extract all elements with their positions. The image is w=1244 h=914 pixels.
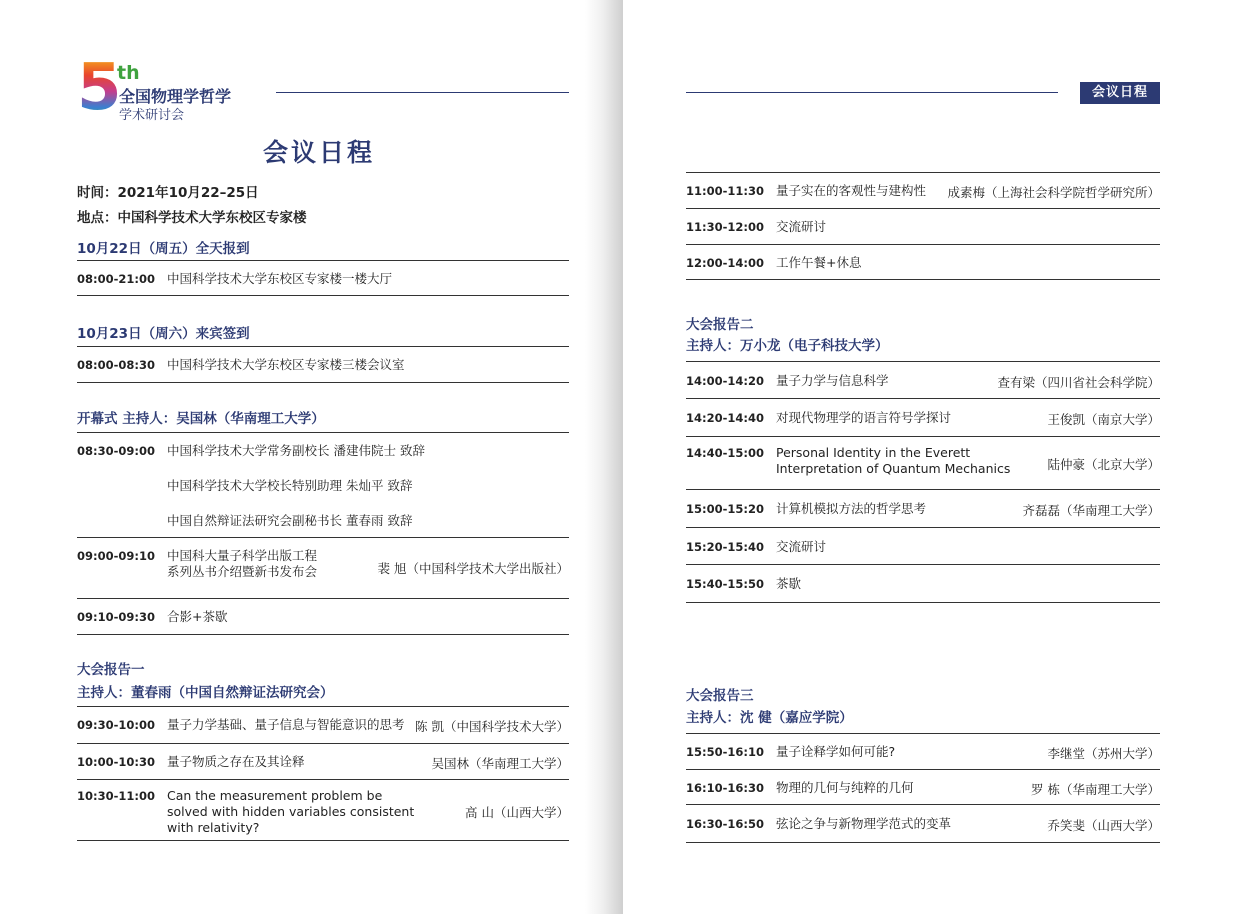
section-heading-day1: 10月22日（周五）全天报到 bbox=[77, 241, 250, 257]
table-row bbox=[77, 599, 569, 635]
row-title: 物理的几何与纯粹的几何 bbox=[776, 780, 914, 795]
row-title: Personal Identity in the Everett Interpretation of Quantum Mechanics bbox=[776, 445, 1011, 476]
row-time: 15:00-15:20 bbox=[686, 502, 764, 516]
row-title: 计算机模拟方法的哲学思考 bbox=[776, 501, 927, 516]
logo-name-line1: 全国物理学哲学 bbox=[119, 87, 232, 106]
row-title: 对现代物理学的语言符号学探讨 bbox=[776, 410, 952, 425]
row-speaker: 乔笑斐（山西大学） bbox=[1047, 818, 1160, 833]
table-row bbox=[686, 490, 1160, 528]
row-speaker: 高 山（山西大学） bbox=[465, 805, 569, 820]
meta-place: 地点：中国科学技术大学东校区专家楼 bbox=[77, 210, 307, 226]
row-time: 16:10-16:30 bbox=[686, 781, 764, 795]
row-title: 茶歇 bbox=[776, 576, 802, 591]
row-title: 工作午餐+休息 bbox=[776, 255, 862, 270]
page-tag: 会议日程 bbox=[1080, 82, 1160, 104]
table-row bbox=[686, 399, 1160, 437]
row-speaker: 齐磊磊（华南理工大学） bbox=[1022, 503, 1160, 518]
table-row bbox=[77, 503, 569, 538]
table-row bbox=[686, 734, 1160, 770]
page-title: 会议日程 bbox=[263, 138, 376, 167]
section-host-report2: 主持人：万小龙（电子科技大学） bbox=[686, 338, 889, 354]
row-speaker: 裴 旭（中国科学技术大学出版社） bbox=[377, 561, 569, 576]
row-title: 量子实在的客观性与建构性 bbox=[776, 183, 927, 198]
table-row bbox=[686, 245, 1160, 280]
row-time: 11:30-12:00 bbox=[686, 220, 764, 234]
row-time: 10:30-11:00 bbox=[77, 789, 155, 803]
row-speaker: 王俊凯（南京大学） bbox=[1047, 412, 1160, 427]
table-row bbox=[686, 437, 1160, 490]
row-time: 08:30-09:00 bbox=[77, 444, 155, 458]
row-title: 交流研讨 bbox=[776, 219, 827, 234]
schedule-table-day1 bbox=[77, 260, 569, 296]
header-rule bbox=[276, 92, 569, 93]
table-row bbox=[77, 744, 569, 780]
row-time: 11:00-11:30 bbox=[686, 184, 764, 198]
row-speaker: 陆仲豪（北京大学） bbox=[1047, 457, 1160, 472]
right-page bbox=[623, 0, 1244, 914]
row-speaker: 吴国林（华南理工大学） bbox=[431, 756, 569, 771]
row-title: 量子力学基础、量子信息与智能意识的思考 bbox=[167, 717, 405, 732]
row-title: 中国自然辩证法研究会副秘书长 董春雨 致辞 bbox=[167, 513, 413, 528]
section-heading-report2: 大会报告二 bbox=[686, 317, 754, 333]
row-title: 中国科学技术大学东校区专家楼三楼会议室 bbox=[167, 357, 405, 372]
table-row bbox=[77, 433, 569, 468]
table-row bbox=[686, 173, 1160, 209]
table-row bbox=[77, 468, 569, 503]
row-title: 中国科学技术大学常务副校长 潘建伟院士 致辞 bbox=[167, 443, 425, 458]
row-time: 14:40-15:00 bbox=[686, 446, 764, 460]
row-title: Can the measurement problem be solved with hidden variables consistent with relativity? bbox=[167, 788, 415, 835]
row-title: 中国科大量子科学出版工程 系列丛书介绍暨新书发布会 bbox=[167, 548, 318, 579]
row-speaker: 查有梁（四川省社会科学院） bbox=[997, 375, 1160, 390]
row-time: 08:00-21:00 bbox=[77, 272, 155, 286]
row-time: 15:40-15:50 bbox=[686, 577, 764, 591]
row-speaker: 李继堂（苏州大学） bbox=[1047, 746, 1160, 761]
table-row bbox=[77, 780, 569, 841]
row-title: 量子力学与信息科学 bbox=[776, 373, 889, 388]
section-heading-report1: 大会报告一 bbox=[77, 662, 145, 678]
row-speaker: 成素梅（上海社会科学院哲学研究所） bbox=[947, 185, 1160, 200]
row-time: 15:50-16:10 bbox=[686, 745, 764, 759]
row-title: 中国科学技术大学东校区专家楼一楼大厅 bbox=[167, 271, 393, 286]
row-time: 14:20-14:40 bbox=[686, 411, 764, 425]
schedule-table-continued bbox=[686, 172, 1160, 280]
row-time: 10:00-10:30 bbox=[77, 755, 155, 769]
table-row bbox=[686, 362, 1160, 399]
row-time: 15:20-15:40 bbox=[686, 540, 764, 554]
schedule-table-day2 bbox=[77, 346, 569, 383]
logo-name-line2: 学术研讨会 bbox=[119, 108, 185, 123]
section-host-report1: 主持人：董春雨（中国自然辩证法研究会） bbox=[77, 685, 334, 701]
table-row bbox=[686, 770, 1160, 805]
table-row bbox=[686, 209, 1160, 245]
row-speaker: 罗 栋（华南理工大学） bbox=[1031, 782, 1160, 797]
table-row bbox=[77, 538, 569, 599]
row-speaker: 陈 凯（中国科学技术大学） bbox=[415, 719, 569, 734]
row-time: 09:00-09:10 bbox=[77, 549, 155, 563]
schedule-table-report1 bbox=[77, 706, 569, 841]
row-time: 14:00-14:20 bbox=[686, 374, 764, 388]
row-time: 12:00-14:00 bbox=[686, 256, 764, 270]
schedule-table-report3 bbox=[686, 733, 1160, 843]
schedule-table-opening bbox=[77, 432, 569, 635]
row-title: 量子诠释学如何可能? bbox=[776, 744, 896, 759]
table-row bbox=[686, 805, 1160, 843]
section-heading-opening: 开幕式 主持人：吴国林（华南理工大学） bbox=[77, 411, 325, 427]
table-row bbox=[686, 528, 1160, 565]
section-host-report3: 主持人：沈 健（嘉应学院） bbox=[686, 710, 853, 726]
row-title: 交流研讨 bbox=[776, 539, 827, 554]
table-row bbox=[77, 347, 569, 383]
conference-logo bbox=[77, 51, 267, 126]
page-gutter-shadow bbox=[585, 0, 623, 914]
row-time: 16:30-16:50 bbox=[686, 817, 764, 831]
row-title: 合影+茶歇 bbox=[167, 609, 228, 624]
row-title: 量子物质之存在及其诠释 bbox=[167, 754, 305, 769]
schedule-table-report2 bbox=[686, 361, 1160, 603]
meta-time: 时间：2021年10月22–25日 bbox=[77, 185, 259, 201]
row-title: 弦论之争与新物理学范式的变革 bbox=[776, 816, 952, 831]
row-time: 08:00-08:30 bbox=[77, 358, 155, 372]
logo-numeral: 5 bbox=[77, 51, 122, 125]
row-time: 09:30-10:00 bbox=[77, 718, 155, 732]
logo-suffix: th bbox=[117, 62, 140, 84]
header-rule bbox=[686, 92, 1058, 93]
table-row bbox=[77, 261, 569, 296]
table-row bbox=[686, 565, 1160, 603]
section-heading-report3: 大会报告三 bbox=[686, 688, 754, 704]
row-title: 中国科学技术大学校长特别助理 朱灿平 致辞 bbox=[167, 478, 413, 493]
left-page bbox=[0, 0, 590, 914]
row-time: 09:10-09:30 bbox=[77, 610, 155, 624]
table-row bbox=[77, 707, 569, 744]
section-heading-day2: 10月23日（周六）来宾签到 bbox=[77, 326, 250, 342]
